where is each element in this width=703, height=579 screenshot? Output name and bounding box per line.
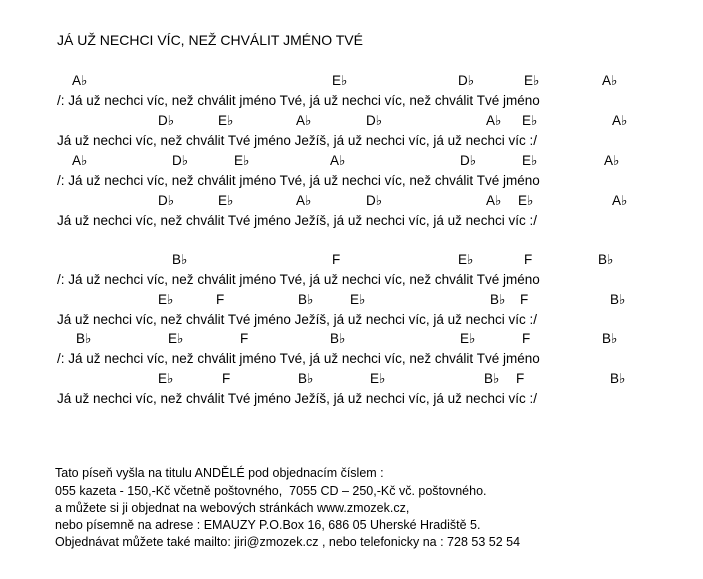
chord-label: E♭ [332, 73, 348, 88]
footer-line: Tato píseň vyšla na titulu ANDĚLÉ pod objednacím číslem : [55, 466, 384, 480]
chord-label: F [240, 331, 249, 346]
lyric-line: Já už nechci víc, než chválit Tvé jméno Ježíš, já už nechci víc, já už nechci víc :/ [57, 391, 537, 406]
chord-label: E♭ [524, 73, 540, 88]
chord-label: E♭ [168, 331, 184, 346]
chord-label: F [216, 292, 225, 307]
chord-label: E♭ [158, 292, 174, 307]
chord-label: B♭ [172, 252, 188, 267]
chord-label: F [520, 292, 529, 307]
chord-label: A♭ [604, 153, 620, 168]
chord-label: A♭ [72, 153, 88, 168]
chord-label: B♭ [610, 371, 626, 386]
chord-label: B♭ [298, 292, 314, 307]
chord-label: A♭ [330, 153, 346, 168]
chord-label: D♭ [458, 73, 475, 88]
chord-label: A♭ [296, 193, 312, 208]
chord-label: E♭ [460, 331, 476, 346]
chord-label: A♭ [612, 113, 628, 128]
lyric-line: Já už nechci víc, než chválit Tvé jméno Ježíš, já už nechci víc, já už nechci víc :/ [57, 133, 537, 148]
chord-label: D♭ [366, 193, 383, 208]
chord-label: A♭ [612, 193, 628, 208]
chord-label: E♭ [370, 371, 386, 386]
chord-label: B♭ [490, 292, 506, 307]
footer-line: 055 kazeta - 150,-Kč včetně poštovného, 7055 CD – 250,-Kč vč. poštovného. [55, 484, 487, 498]
chord-label: A♭ [486, 113, 502, 128]
chord-label: F [522, 331, 531, 346]
chord-label: F [332, 252, 341, 267]
chord-label: E♭ [158, 371, 174, 386]
chord-label: E♭ [522, 113, 538, 128]
chord-label: A♭ [72, 73, 88, 88]
chord-label: D♭ [366, 113, 383, 128]
chord-label: B♭ [330, 331, 346, 346]
chord-label: E♭ [218, 113, 234, 128]
chord-label: A♭ [486, 193, 502, 208]
chord-label: B♭ [484, 371, 500, 386]
chord-label: B♭ [76, 331, 92, 346]
chord-label: F [222, 371, 231, 386]
chord-label: E♭ [350, 292, 366, 307]
chord-label: D♭ [172, 153, 189, 168]
chord-label: A♭ [602, 73, 618, 88]
chord-label: F [524, 252, 533, 267]
chord-label: B♭ [610, 292, 626, 307]
chord-label: E♭ [234, 153, 250, 168]
lyric-line: /: Já už nechci víc, než chválit jméno Tvé, já už nechci víc, než chválit Tvé jméno [57, 351, 540, 366]
chord-label: B♭ [602, 331, 618, 346]
chord-label: F [516, 371, 525, 386]
chord-label: E♭ [218, 193, 234, 208]
chord-label: E♭ [518, 193, 534, 208]
chord-label: D♭ [158, 193, 175, 208]
lyric-line: Já už nechci víc, než chválit Tvé jméno Ježíš, já už nechci víc, já už nechci víc :/ [57, 213, 537, 228]
lyric-line: /: Já už nechci víc, než chválit jméno Tvé, já už nechci víc, než chválit Tvé jméno [57, 93, 540, 108]
chord-label: D♭ [460, 153, 477, 168]
lyric-line: Já už nechci víc, než chválit Tvé jméno Ježíš, já už nechci víc, já už nechci víc :/ [57, 312, 537, 327]
chord-label: E♭ [522, 153, 538, 168]
chord-label: B♭ [598, 252, 614, 267]
song-title: JÁ UŽ NECHCI VÍC, NEŽ CHVÁLIT JMÉNO TVÉ [57, 32, 363, 48]
footer-line: a můžete si ji objednat na webových stránkách www.zmozek.cz, [55, 501, 410, 515]
lyric-line: /: Já už nechci víc, než chválit jméno Tvé, já už nechci víc, než chválit Tvé jméno [57, 272, 540, 287]
chord-label: B♭ [298, 371, 314, 386]
chord-label: E♭ [458, 252, 474, 267]
chord-label: A♭ [296, 113, 312, 128]
chord-label: D♭ [158, 113, 175, 128]
footer-line: Objednávat můžete také mailto: jiri@zmozek.cz , nebo telefonicky na : 728 53 52 54 [55, 535, 521, 549]
lyric-line: /: Já už nechci víc, než chválit jméno Tvé, já už nechci víc, než chválit Tvé jméno [57, 173, 540, 188]
footer-line: nebo písemně na adrese : EMAUZY P.O.Box 16, 686 05 Uherské Hradiště 5. [55, 518, 481, 532]
